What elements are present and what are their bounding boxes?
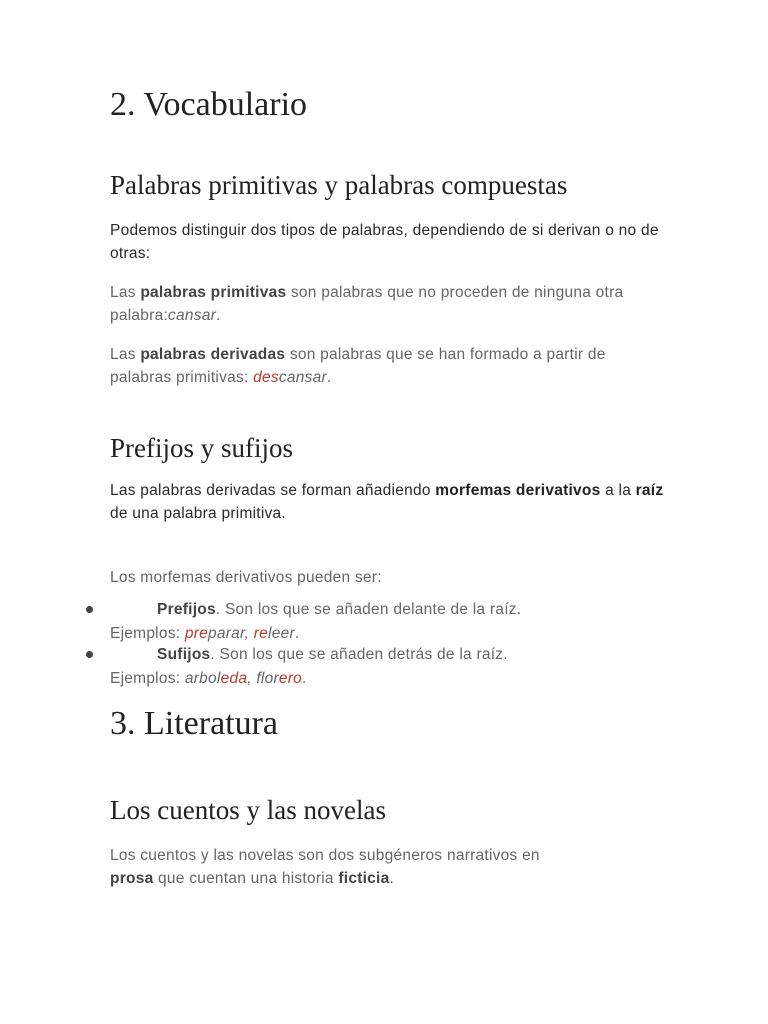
list-item-sufijos: Sufijos. Son los que se añaden detrás de la raíz.	[157, 646, 508, 663]
derivadas-paragraph: Las palabras derivadas son palabras que se han formado a partir de palabras primitivas: descansar.	[110, 346, 606, 386]
list-item-sufijos-examples: Ejemplos: arboleda, florero.	[110, 670, 307, 687]
list-bullet	[86, 606, 93, 613]
subtitle-cuentos-novelas: Los cuentos y las novelas	[110, 795, 386, 825]
lit-paragraph: Los cuentos y las novelas son dos subgéneros narrativos en prosa que cuentan una historia ficticia.	[110, 847, 540, 887]
list-item-prefijos: Prefijos. Son los que se añaden delante de la raíz.	[157, 601, 522, 618]
morfemas-intro: Los morfemas derivativos pueden ser:	[110, 569, 382, 586]
primitivas-paragraph: Las palabras primitivas son palabras que no proceden de ninguna otra palabra:cansar.	[110, 284, 624, 324]
section-title-vocabulario: 2. Vocabulario	[110, 86, 308, 123]
list-bullet	[86, 651, 93, 658]
prefsuf-paragraph: Las palabras derivadas se forman añadiendo morfemas derivativos a la raíz de una palabra primitiva.	[110, 482, 664, 522]
subtitle-palabras: Palabras primitivas y palabras compuestas	[110, 170, 568, 200]
section-title-literatura: 3. Literatura	[110, 705, 279, 742]
subtitle-prefijos-sufijos: Prefijos y sufijos	[110, 433, 294, 463]
intro-paragraph: Podemos distinguir dos tipos de palabras, dependiendo de si derivan o no de otras:	[110, 222, 659, 262]
list-item-prefijos-examples: Ejemplos: preparar, releer.	[110, 625, 300, 642]
